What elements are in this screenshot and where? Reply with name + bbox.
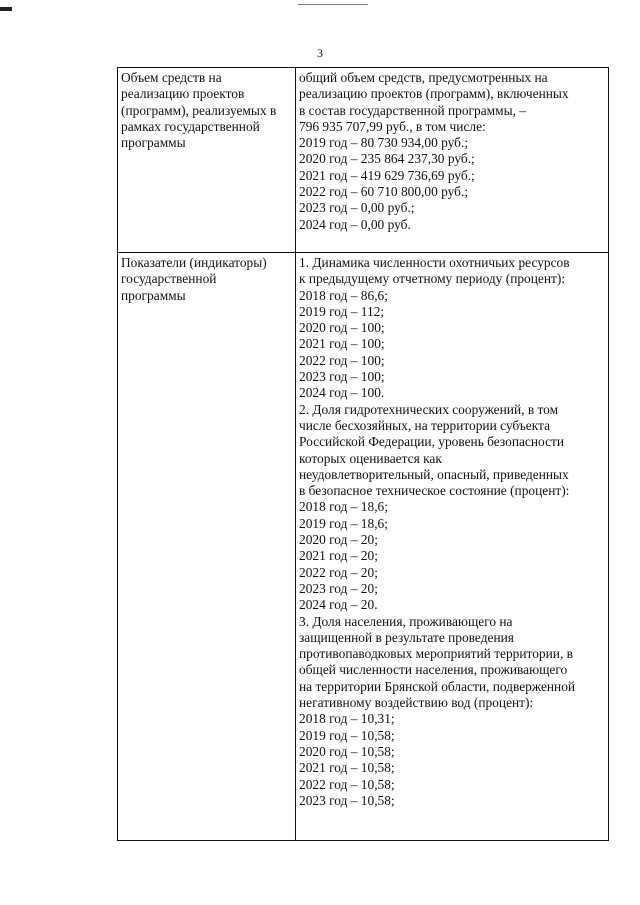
text-line: 2018 год – 18,6; xyxy=(299,499,388,515)
text-line: 2021 год – 100; xyxy=(299,336,385,352)
page-number: 3 xyxy=(317,46,323,60)
text-line: 2019 год – 112; xyxy=(299,303,385,319)
text-line: 2020 год – 10,58; xyxy=(299,743,395,759)
text-line: которых оценивается как xyxy=(299,450,442,466)
text-line: 2018 год – 86,6; xyxy=(299,287,388,303)
text-line: 2023 год – 100; xyxy=(299,369,385,385)
scan-line-top xyxy=(298,4,368,5)
text-line: общий объем средств, предусмотренных на xyxy=(299,70,548,85)
text-line: 2020 год – 100; xyxy=(299,320,385,336)
row-content-cell xyxy=(296,68,609,253)
text-line: 2022 год – 60 710 800,00 руб.; xyxy=(299,184,469,200)
row-content-cell xyxy=(296,253,609,841)
text-line: неудовлетворительный, опасный, приведенных xyxy=(299,466,569,482)
text-line: противопаводковых мероприятий территории, в xyxy=(299,646,573,662)
text-line: 2019 год – 10,58; xyxy=(299,727,395,743)
scan-mark-left xyxy=(0,7,12,11)
text-line: 2024 год – 100. xyxy=(299,385,385,401)
program-passport-table xyxy=(117,67,609,841)
text-line: 2018 год – 10,31; xyxy=(299,711,395,727)
text-line: реализацию проектов (программ), включенных xyxy=(299,86,569,102)
text-line: 2023 год – 0,00 руб.; xyxy=(299,200,415,216)
text-line: Российской Федерации, уровень безопасности xyxy=(299,434,565,450)
text-line: 2024 год – 0,00 руб. xyxy=(299,216,411,232)
text-line: в состав государственной программы, – xyxy=(299,102,527,118)
text-line: 3. Доля населения, проживающего на xyxy=(299,613,513,629)
text-line: 2020 год – 20; xyxy=(299,532,378,548)
text-line: 2. Доля гидротехнических сооружений, в том xyxy=(299,401,559,417)
table-row-indicators xyxy=(118,253,609,841)
text-line: 2023 год – 10,58; xyxy=(299,792,395,808)
text-line: негативному воздействию вод (процент): xyxy=(299,695,534,711)
text-line: (программ), реализуемых в xyxy=(121,102,277,118)
text-line: числе бесхозяйных, на территории субъекта xyxy=(299,417,551,433)
text-line: 2023 год – 20; xyxy=(299,580,378,596)
text-line: 2021 год – 10,58; xyxy=(299,760,395,776)
text-line: 1. Динамика численности охотничьих ресурсов xyxy=(299,255,570,270)
text-line: Объем средств на xyxy=(121,70,222,85)
text-line: общей численности населения, проживающего xyxy=(299,662,568,678)
text-line: программы xyxy=(121,135,186,151)
text-line: 2021 год – 419 629 736,69 руб.; xyxy=(299,167,475,183)
text-line: на территории Брянской области, подверженной xyxy=(299,678,576,694)
text-line: в безопасное техническое состояние (процент): xyxy=(299,483,570,499)
text-line: 796 935 707,99 руб., в том числе: xyxy=(299,118,486,134)
text-line: рамках государственной xyxy=(121,118,260,134)
text-line: 2021 год – 20; xyxy=(299,548,378,564)
text-line: 2019 год – 18,6; xyxy=(299,515,388,531)
text-line: 2022 год – 10,58; xyxy=(299,776,395,792)
text-line: Показатели (индикаторы) xyxy=(121,255,267,270)
text-line: защищенной в результате проведения xyxy=(299,629,514,645)
row-label-cell xyxy=(118,68,296,253)
text-line: программы xyxy=(121,287,186,303)
table-row-funding xyxy=(118,68,609,253)
text-line: реализацию проектов xyxy=(121,86,245,102)
text-line: к предыдущему отчетному периоду (процент): xyxy=(299,271,566,287)
text-line: 2022 год – 100; xyxy=(299,352,385,368)
text-line: 2022 год – 20; xyxy=(299,564,378,580)
text-line: государственной xyxy=(121,271,217,287)
text-line: 2019 год – 80 730 934,00 руб.; xyxy=(299,135,469,151)
text-line: 2024 год – 20. xyxy=(299,597,378,613)
row-label-cell xyxy=(118,253,296,841)
text-line: 2020 год – 235 864 237,30 руб.; xyxy=(299,151,475,167)
